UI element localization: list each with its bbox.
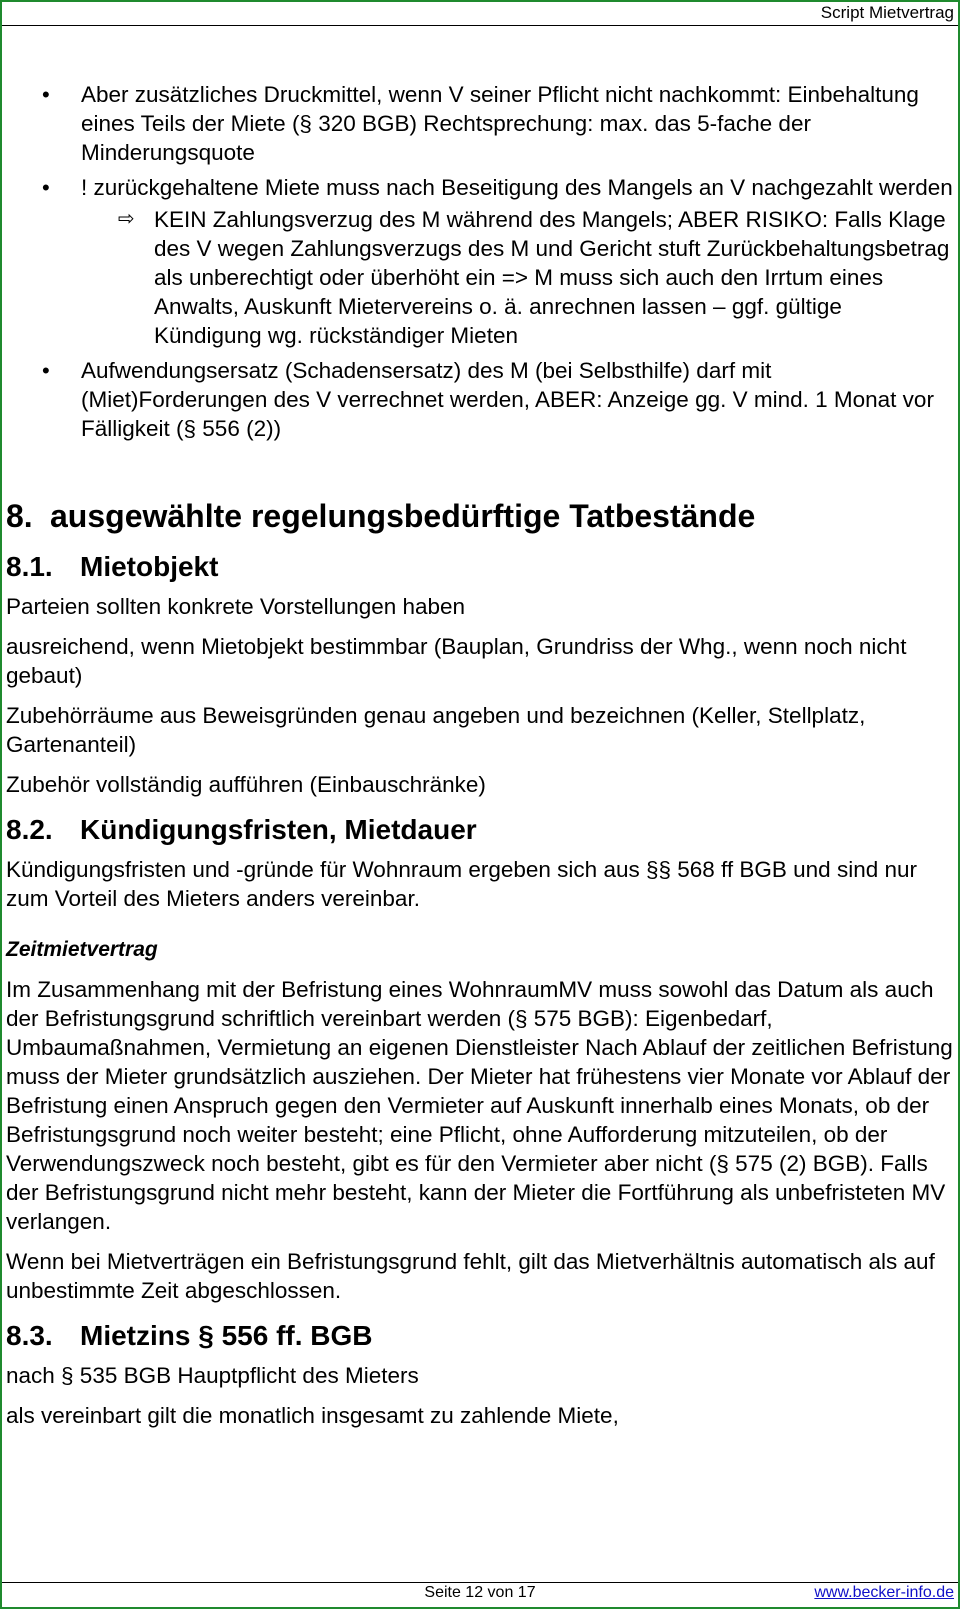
header-title: Script Mietvertrag (820, 3, 954, 22)
list-item (6, 356, 954, 443)
bullet-text: ! zurückgehaltene Miete muss nach Beseitigung des Mangels an V nachgezahlt werden (81, 175, 953, 200)
bullet-list (6, 80, 954, 443)
bullet-icon: • (42, 358, 50, 383)
subsection-number: 8.1. (6, 551, 53, 582)
section-heading (6, 496, 954, 536)
sub-list-item (6, 205, 954, 350)
list-item (6, 80, 954, 167)
website-link[interactable]: www.becker-info.de (814, 1584, 954, 1601)
paragraph: als vereinbart gilt die monatlich insgesamt zu zahlende Miete, (6, 1403, 619, 1428)
subsection-number: 8.3. (6, 1320, 53, 1351)
paragraph: Wenn bei Mietverträgen ein Befristungsgrund fehlt, gilt das Mietverhältnis automatisch als auf unbestimmte Zeit abgeschlossen. (6, 1249, 935, 1303)
paragraph: nach § 535 BGB Hauptpflicht des Mieters (6, 1363, 419, 1388)
section-number: 8. (6, 498, 33, 534)
list-item (6, 173, 954, 350)
subsection-heading-mietobjekt (6, 550, 954, 584)
subsection-title: Mietobjekt (80, 551, 219, 582)
header-rule (2, 25, 958, 26)
bullet-text: Aber zusätzliches Druckmittel, wenn V seiner Pflicht nicht nachkommt: Einbehaltung eines Teils der Miete (§ 320 BGB) Rechtsprechung: max. das 5-fache der Minderungsquote (81, 82, 919, 165)
subsection-title: Mietzins § 556 ff. BGB (80, 1320, 373, 1351)
paragraph: Zubehörräume aus Beweisgründen genau angeben und bezeichnen (Keller, Stellplatz, Gartenanteil) (6, 703, 866, 757)
page-number: Seite 12 von 17 (424, 1584, 536, 1601)
paragraph: ausreichend, wenn Mietobjekt bestimmbar (Bauplan, Grundriss der Whg., wenn noch nicht gebaut) (6, 634, 907, 688)
subsection-title: Kündigungsfristen, Mietdauer (80, 814, 477, 845)
paragraph: Parteien sollten konkrete Vorstellungen haben (6, 594, 466, 619)
arrow-right-icon: ⇨ (118, 208, 135, 230)
bullet-icon: • (42, 175, 50, 200)
page-content (6, 80, 954, 1441)
subsection-heading-kuendigungsfristen (6, 813, 954, 847)
paragraph: Kündigungsfristen und -gründe für Wohnraum ergeben sich aus §§ 568 ff BGB und sind nur zum Vorteil des Mieters anders vereinbar. (6, 857, 917, 911)
subsection-heading-mietzins (6, 1319, 954, 1353)
footer-rule (2, 1582, 958, 1583)
sub-item-text: KEIN Zahlungsverzug des M während des Mangels; ABER RISIKO: Falls Klage des V wegen Zahlungsverzugs des M und Gericht stuft Zurückbehaltungsbetrag als unberechtigt oder überhöht ein => M muss sich auch den Irrtum eines Anwalts, Auskunft Mietervereins o. ä. anrechnen lassen – ggf. gültige Kündigung wg. rückständiger Mieten (154, 207, 950, 348)
paragraph: Zubehör vollständig aufführen (Einbauschränke) (6, 772, 486, 797)
subsection-number: 8.2. (6, 814, 53, 845)
bullet-icon: • (42, 82, 50, 107)
section-title: ausgewählte regelungsbedürftige Tatbestände (50, 498, 756, 534)
italic-subheading: Zeitmietvertrag (6, 938, 158, 961)
paragraph: Im Zusammenhang mit der Befristung eines WohnraumMV muss sowohl das Datum als auch der Befristungsgrund schriftlich vereinbart werden (§ 575 BGB): Eigenbedarf, Umbaumaßnahmen, Vermietung an eigenen Dienstleister Nach Ablauf der zeitlichen Befristung muss der Mieter grundsätzlich ausziehen. Der Mieter hat frühestens vier Monate vor Ablauf der Befristung einen Anspruch gegen den Vermieter auf Auskunft innerhalb eines Monats, ob der Befristungsgrund noch weiter besteht; eine Pflicht, ohne Aufforderung mitzuteilen, ob der Verwendungszweck noch besteht, gibt es für den Vermieter aber nicht (§ 575 (2) BGB). Falls der Befristungsgrund nicht mehr besteht, kann der Mieter die Fortführung als unbefristeten MV verlangen. (6, 977, 953, 1234)
bullet-text: Aufwendungsersatz (Schadensersatz) des M (bei Selbsthilfe) darf mit (Miet)Forderungen des V verrechnet werden, ABER: Anzeige gg. V mind. 1 Monat vor Fälligkeit (§ 556 (2)) (81, 358, 934, 441)
